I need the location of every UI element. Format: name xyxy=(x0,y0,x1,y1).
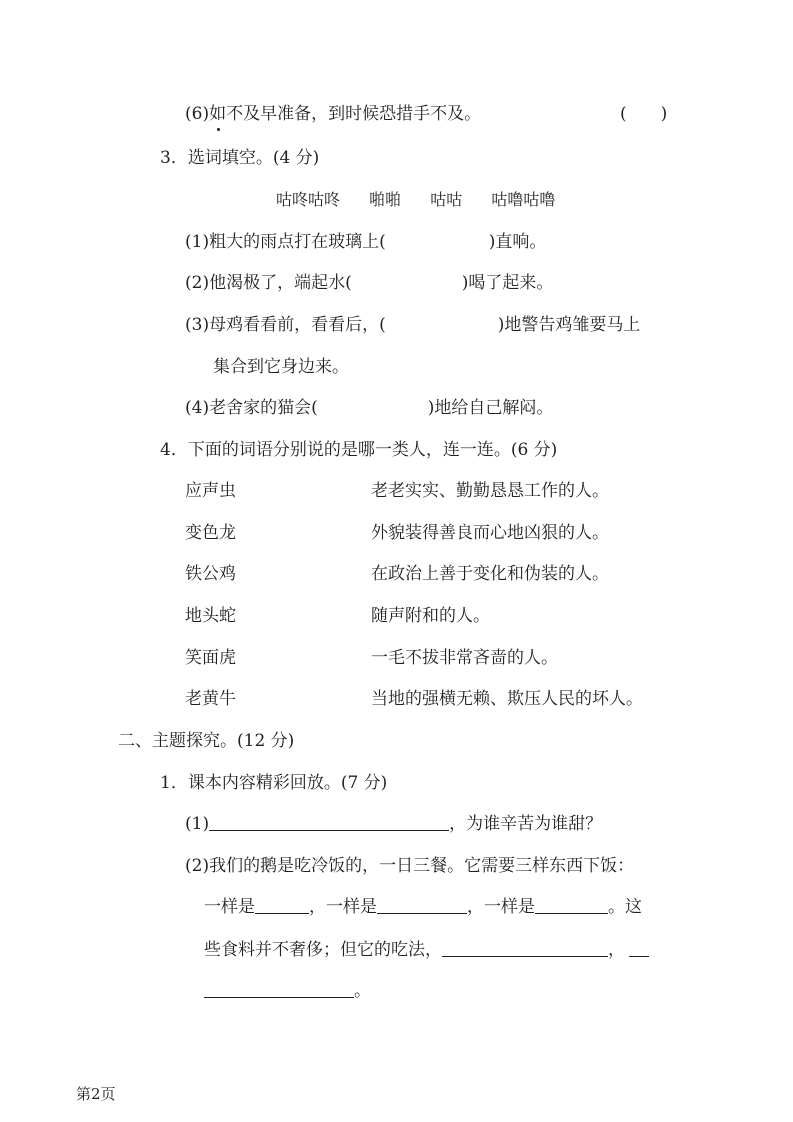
fill-blank[interactable] xyxy=(204,981,354,998)
item-text: (2)他渴极了，端起水( xyxy=(185,273,352,293)
section-2-title: 二、主题探究。(12 分) xyxy=(118,731,295,751)
fill-blank[interactable] xyxy=(535,897,608,914)
item-text: ，一样是 xyxy=(467,897,535,917)
match-left-item[interactable]: 笑面虎 xyxy=(185,648,236,668)
s2-q1-item-2-line4 xyxy=(204,981,371,1001)
fill-blank[interactable] xyxy=(442,940,608,957)
item-text: )直响。 xyxy=(488,232,547,252)
item-number: (6) xyxy=(185,104,210,124)
item-text: )喝了起来。 xyxy=(461,273,554,293)
item-text: (4)老舍家的猫会( xyxy=(185,398,318,418)
option-word: 咕咕 xyxy=(430,190,463,209)
item-text: 。这 xyxy=(608,897,642,917)
match-right-item[interactable]: 随声附和的人。 xyxy=(371,606,490,626)
item-text: (3)母鸡看看前，看看后，( xyxy=(185,315,386,335)
item-text: (1)粗大的雨点打在玻璃上( xyxy=(185,232,386,252)
match-right-item[interactable]: 外貌装得善良而心地凶狠的人。 xyxy=(371,523,609,543)
match-left-item[interactable]: 变色龙 xyxy=(185,523,236,543)
match-right-item[interactable]: 老老实实、勤勤恳恳工作的人。 xyxy=(371,481,609,501)
page-number: 第2页 xyxy=(76,1085,116,1103)
s2-q1-item-2-line2 xyxy=(204,897,642,917)
q3-item-3-cont: 集合到它身边来。 xyxy=(213,357,349,377)
q3-title: 3．选词填空。(4 分) xyxy=(160,148,320,168)
s2-q1-item-1 xyxy=(185,814,602,834)
item-text: 。 xyxy=(354,981,371,1001)
q3-item-3 xyxy=(185,315,640,335)
q3-item-2 xyxy=(185,273,553,293)
match-left-item[interactable]: 老黄牛 xyxy=(185,689,236,709)
q3-item-4 xyxy=(185,398,553,418)
item-number: (1) xyxy=(185,814,210,834)
emphasis-dotted-char: 如 xyxy=(209,104,227,124)
s2-q1-title: 1．课本内容精彩回放。(7 分) xyxy=(160,773,388,793)
match-right-item[interactable]: 一毛不拔非常吝啬的人。 xyxy=(371,648,558,668)
option-word: 咕咚咕咚 xyxy=(276,190,341,209)
item-text: ，一样是 xyxy=(309,897,377,917)
q3-item-1 xyxy=(185,232,546,252)
q4-title: 4．下面的词语分别说的是哪一类人，连一连。(6 分) xyxy=(160,440,558,460)
fill-blank[interactable] xyxy=(255,897,309,914)
item-text: ， xyxy=(608,940,625,960)
item-text: ，为谁辛苦为谁甜？ xyxy=(449,814,603,834)
option-word: 咕噜咕噜 xyxy=(491,190,556,209)
q2-item-6 xyxy=(185,104,481,124)
match-right-item[interactable]: 在政治上善于变化和伪装的人。 xyxy=(371,564,609,584)
item-text: )地给自己解闷。 xyxy=(427,398,554,418)
answer-paren[interactable]: ( ) xyxy=(620,104,668,124)
s2-q1-item-2-line1: (2)我们的鹅是吃冷饭的，一日三餐。它需要三样东西下饭： xyxy=(185,856,635,876)
match-right-item[interactable]: 当地的强横无赖、欺压人民的坏人。 xyxy=(371,689,643,709)
match-left-item[interactable]: 铁公鸡 xyxy=(185,564,236,584)
item-text: 一样是 xyxy=(204,897,255,917)
match-left-item[interactable]: 应声虫 xyxy=(185,481,236,501)
q3-options xyxy=(276,190,579,210)
s2-q1-item-2-line3 xyxy=(204,940,649,960)
fill-blank[interactable] xyxy=(377,897,467,914)
item-text: 些食料并不奢侈；但它的吃法， xyxy=(204,940,442,960)
item-text: )地警告鸡雏要马上 xyxy=(497,315,641,335)
option-word: 啪啪 xyxy=(369,190,402,209)
match-left-item[interactable]: 地头蛇 xyxy=(185,606,236,626)
fill-blank[interactable] xyxy=(629,940,649,957)
fill-blank[interactable] xyxy=(209,814,449,831)
item-text: 不及早准备，到时候恐措手不及。 xyxy=(226,104,482,124)
